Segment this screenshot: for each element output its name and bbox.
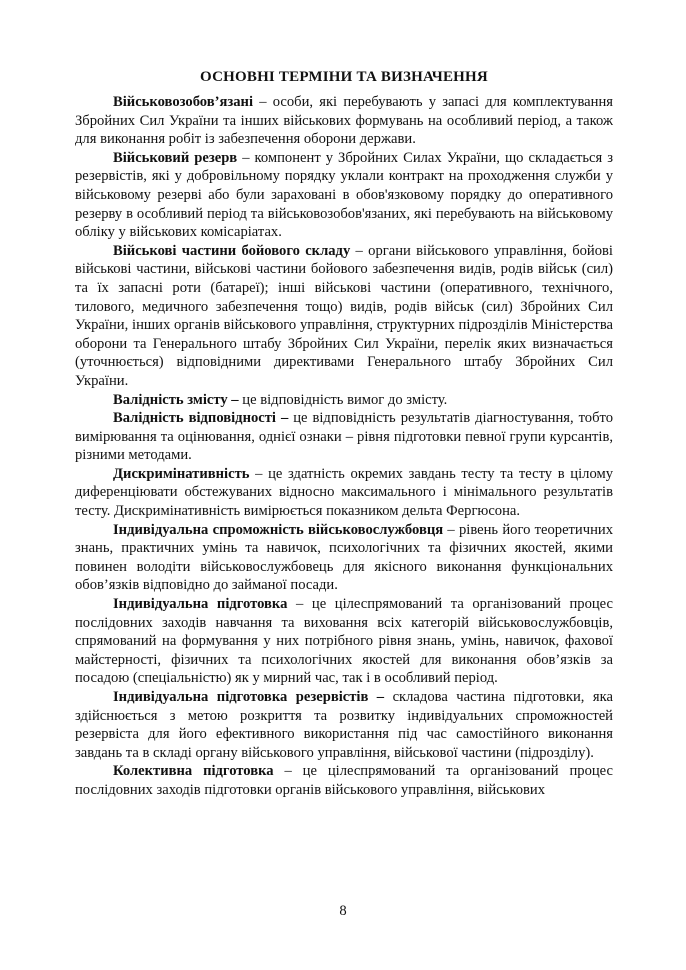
definition-text: – це здатність окремих завдань тесту та тесту в цілому диференціювати обстежуваних відносно максимального і мінімального результатів тесту. Дискримінативність вимірюється показником дельта Фергюсона. — [75, 465, 613, 520]
document-page — [75, 68, 613, 800]
definition-entry — [75, 521, 613, 595]
definition-text: – особи, які перебувають у запасі для комплектування Збройних Сил України та інших військових формувань на особливий період, а також для виконання робіт із забезпечення оборони держави. — [75, 94, 613, 148]
definition-text: – рівень його теоретичних знань, практичних умінь та навичок, психологічних та фізичних якостей, якими повинен володіти військовослужбовець для якісного виконання функціональних обов’язків відповідно до займаної посади. — [75, 521, 613, 594]
definition-entry — [75, 595, 613, 688]
definition-entry — [75, 688, 613, 762]
term-label: Валідність відповідності – — [113, 410, 289, 427]
page-title: ОСНОВНІ ТЕРМІНИ ТА ВИЗНАЧЕННЯ — [200, 69, 488, 85]
definition-entry — [75, 149, 613, 242]
term-label: Військовозобов’язані — [113, 94, 253, 110]
term-label: Дискримінативність — [113, 465, 250, 482]
term-label: Колективна підготовка — [113, 763, 274, 780]
definition-text: це відповідність вимог до змісту. — [238, 391, 448, 408]
definition-text: – це цілеспрямований та організований процес послідовних заходів підготовки органів військового управління, військових — [75, 763, 613, 798]
definition-text: – компонент у Збройних Силах України, що складається з резервістів, які у добровільному порядку уклали контракт на проходження служби у військовому резерві або були зараховані в обов'язковому порядку до оперативного резерву в особливий період та військовозобов'язаних, які перебувають на військовому обліку у військових комісаріатах. — [75, 149, 613, 241]
definition-text: це відповідність результатів діагностування, тобто вимірювання та оцінювання, однієї ознаки – рівня підготовки певної групи курсантів, різними методами. — [75, 410, 613, 464]
definition-text: – це цілеспрямований та організований процес послідовних заходів навчання та виховання всіх категорій військовослужбовців, спрямований на формування у них потрібного рівня знань, умінь, навичок, фахової майстерності, фізичних та психологічних якостей для виконання обов’язків за посадою (спеціальністю) як у мирний час, так і в особливий період. — [75, 596, 613, 687]
term-label: Індивідуальна підготовка резервістів – — [113, 689, 385, 705]
definition-entry — [75, 93, 613, 149]
definition-entry — [75, 762, 613, 799]
term-label: Індивідуальна спроможність військовослужбовця — [113, 521, 444, 538]
term-label: Індивідуальна підготовка — [113, 596, 288, 613]
definition-entry — [75, 242, 613, 391]
definition-text: складова частина підготовки, яка здійснюється з метою розкриття та розвитку індивідуальних спроможностей резервіста для його ефективного використання під час самостійного виконання завдань та в складі органу військового управління, військової частини (підрозділу). — [75, 689, 613, 761]
definition-entry — [75, 409, 613, 465]
definition-text: – органи військового управління, бойові військові частини, військові частини бойового забезпечення видів, родів військ (сил) та їх запасні роти (батареї); інші військові частини (оперативного, технічного, тилового, медичного забезпечення тощо) видів, родів військ (сил) Збройних Сил України, інших органів військового управління, структурних підрозділів Міністерства оборони та Генерального штабу Збройних Сил України, перелік яких визначається (уточнюється) відповідними директивами Генерального штабу Збройних Сил України. — [75, 242, 613, 389]
page-number: 8 — [339, 903, 347, 919]
definition-entry — [75, 391, 613, 410]
definition-entry — [75, 465, 613, 521]
term-label: Військовий резерв — [113, 149, 238, 166]
term-label: Валідність змісту – — [113, 391, 239, 408]
term-label: Військові частини бойового складу — [113, 242, 351, 259]
